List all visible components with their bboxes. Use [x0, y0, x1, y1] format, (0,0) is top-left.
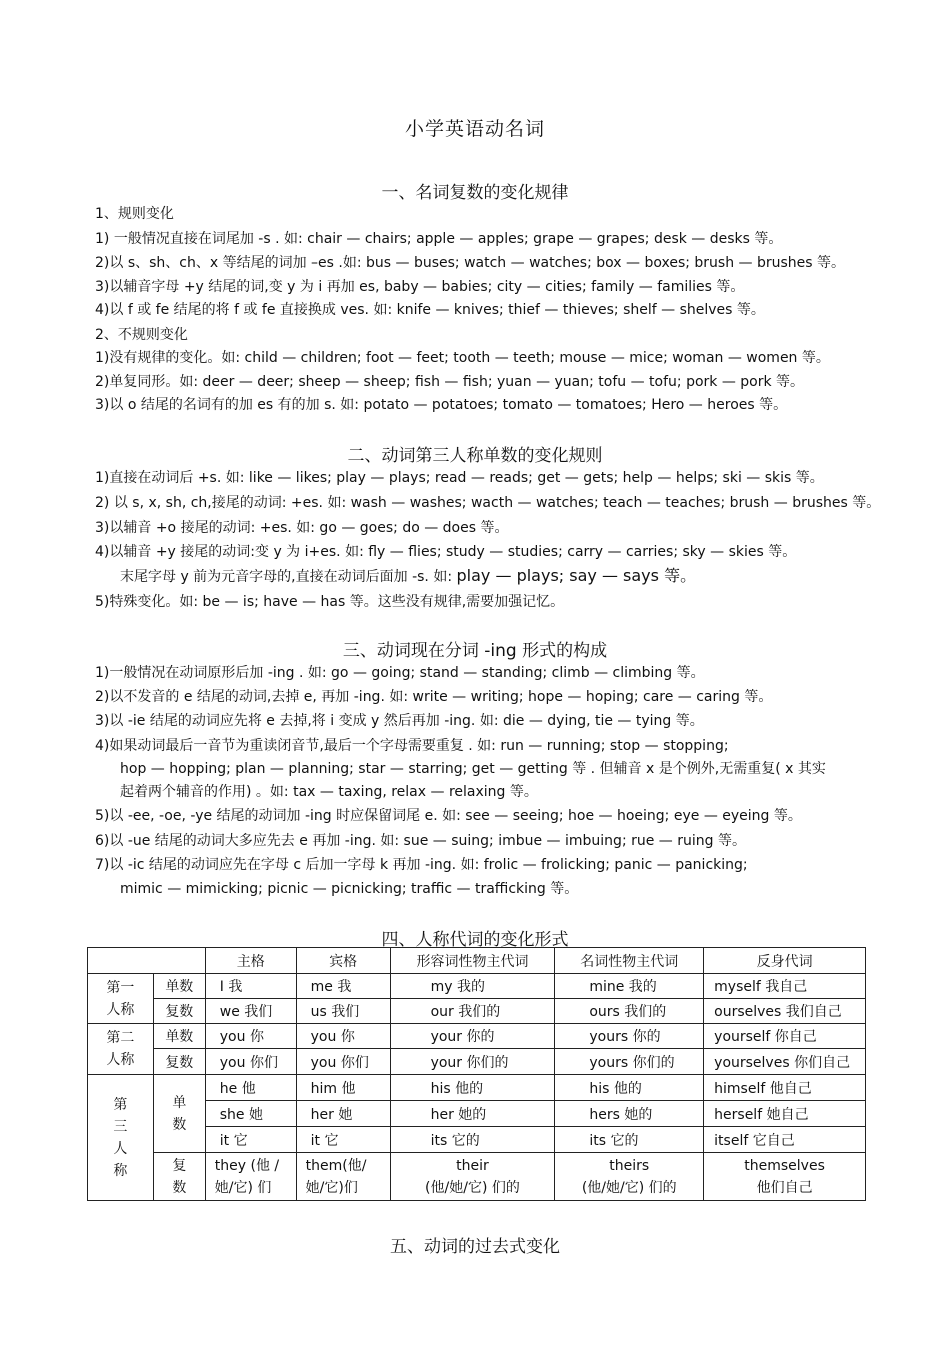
text-line: 7)以 -ic 结尾的动词应先在字母 c 后加一字母 k 再加 -ing. 如: frolic — frolicking; panic — panicking; [95, 857, 748, 873]
table-cell: we 我们 [205, 999, 296, 1024]
text-line: 6)以 -ue 结尾的动词大多应先去 e 再加 -ing. 如: sue — suing; imbue — imbuing; rue — ruing 等。 [95, 833, 746, 849]
table-cell: myself 我自己 [704, 974, 866, 999]
table-cell: her 她 [296, 1101, 390, 1127]
page-title: 小学英语动名词 [404, 118, 545, 140]
text-line: 1)没有规律的变化。如: child — children; foot — feet; tooth — teeth; mouse — mice; woman — women 等。 [95, 350, 830, 366]
text-line: 2、不规则变化 [95, 327, 188, 343]
text-line: 4)以 f 或 fe 结尾的将 f 或 fe 直接换成 ves. 如: knife — knives; thief — thieves; shelf — shelves 等。 [95, 302, 765, 318]
text-line: 3)以 -ie 结尾的动词应先将 e 去掉,将 i 变成 y 然后再加 -ing. 如: die — dying, tie — tying 等。 [95, 713, 704, 729]
text-line: 1)一般情况在动词原形后加 -ing . 如: go — going; stand — standing; climb — climbing 等。 [95, 665, 705, 681]
text-line: mimic — mimicking; picnic — picnicking; traffic — trafficking 等。 [120, 881, 579, 897]
text-line: 4)如果动词最后一音节为重读闭音节,最后一个字母需要重复 . 如: run — running; stop — stopping; [95, 738, 729, 754]
table-cell: yourselves 你们自己 [704, 1049, 866, 1075]
text-line: 2)以不发音的 e 结尾的动词,去掉 e, 再加 -ing. 如: write — writing; hope — hoping; care — caring 等。 [95, 689, 773, 705]
table-row [88, 999, 866, 1024]
table-row [88, 974, 866, 999]
first-person-label: 第一 人称 [88, 974, 154, 1024]
singular-label: 单 数 [153, 1075, 205, 1153]
table-cell: it 它 [296, 1127, 390, 1153]
table-cell: you 你们 [205, 1049, 296, 1075]
text-line: 2)以 s、sh、ch、x 等结尾的词加 –es .如: bus — buses; watch — watches; box — boxes; brush — brushes 等。 [95, 255, 846, 271]
table-row [88, 1075, 866, 1101]
plural-label: 复 数 [153, 1153, 205, 1201]
table-cell: his 他的 [390, 1075, 555, 1101]
text-line: 5)以 -ee, -oe, -ye 结尾的动词加 -ing 时应保留词尾 e. 如: see — seeing; hoe — hoeing; eye — eyeing 等。 [95, 808, 802, 824]
text-line: 1)直接在动词后 +s. 如: like — likes; play — plays; read — reads; get — gets; help — helps; ski — skis 等。 [95, 470, 824, 486]
table-cell: your 你的 [390, 1024, 555, 1049]
pronoun-table [87, 947, 866, 1201]
table-cell: they (他 / 她/它) 们 [205, 1153, 296, 1201]
table-cell: herself 她自己 [704, 1101, 866, 1127]
text-line: 5)特殊变化。如: be — is; have — has 等。这些没有规律,需要加强记忆。 [95, 594, 565, 610]
table-cell: he 他 [205, 1075, 296, 1101]
text-line: 3)以辅音 +o 接尾的动词: +es. 如: go — goes; do — does 等。 [95, 520, 509, 536]
header-cell: 主格 [205, 948, 296, 974]
table-cell: her 她的 [390, 1101, 555, 1127]
table-cell: I 我 [205, 974, 296, 999]
table-cell: ourselves 我们自己 [704, 999, 866, 1024]
table-cell: their (他/她/它) 们的 [390, 1153, 555, 1201]
table-cell: yourself 你自己 [704, 1024, 866, 1049]
table-row [88, 1024, 866, 1049]
table-cell: them(他/ 她/它)们 [296, 1153, 390, 1201]
text-line [120, 566, 900, 587]
singular-label: 单数 [153, 1024, 205, 1049]
plural-label: 复数 [153, 1049, 205, 1075]
table-cell: himself 他自己 [704, 1075, 866, 1101]
table-cell: your 你们的 [390, 1049, 555, 1075]
table-cell: his 他的 [555, 1075, 704, 1101]
table-cell: hers 她的 [555, 1101, 704, 1127]
table-row [88, 1153, 866, 1201]
header-blank [88, 948, 206, 974]
table-cell: its 它的 [555, 1127, 704, 1153]
section-2-title: 二、动词第三人称单数的变化规则 [347, 446, 603, 466]
header-cell: 名词性物主代词 [555, 948, 704, 974]
text-line: 3)以辅音字母 +y 结尾的词,变 y 为 i 再加 es, baby — babies; city — cities; family — families 等。 [95, 279, 745, 295]
section-3-title: 三、动词现在分词 -ing 形式的构成 [342, 641, 608, 661]
table-cell: she 她 [205, 1101, 296, 1127]
table-cell: you 你 [296, 1024, 390, 1049]
header-cell: 反身代词 [704, 948, 866, 974]
table-cell: theirs (他/她/它) 们的 [555, 1153, 704, 1201]
table-cell: you 你 [205, 1024, 296, 1049]
text-line: 2) 以 s, x, sh, ch,接尾的动词: +es. 如: wash — washes; wacth — watches; teach — teaches; brush — brushes 等。 [95, 495, 881, 511]
table-cell: yours 你们的 [555, 1049, 704, 1075]
section-5-title: 五、动词的过去式变化 [390, 1237, 560, 1257]
section-1-title: 一、名词复数的变化规律 [381, 183, 569, 203]
table-cell: themselves 他们自己 [704, 1153, 866, 1201]
text-line: 起着两个辅音的作用) 。如: tax — taxing, relax — relaxing 等。 [120, 784, 538, 800]
text-line: hop — hopping; plan — planning; star — starring; get — getting 等 . 但辅音 x 是个例外,无需重复( x 其实 [120, 761, 826, 777]
singular-label: 单数 [153, 974, 205, 999]
table-cell: itself 它自己 [704, 1127, 866, 1153]
text-line: 1、规则变化 [95, 206, 174, 222]
second-person-label: 第二 人称 [88, 1024, 154, 1075]
text-line: 3)以 o 结尾的名词有的加 es 有的加 s. 如: potato — potatoes; tomato — tomatoes; Hero — heroes 等。 [95, 397, 788, 413]
table-row [88, 1049, 866, 1075]
text-line: 2)单复同形。如: deer — deer; sheep — sheep; fish — fish; yuan — yuan; tofu — tofu; pork — pork 等。 [95, 374, 805, 390]
header-cell: 形容词性物主代词 [390, 948, 555, 974]
header-cell: 宾格 [296, 948, 390, 974]
note-prefix: 末尾字母 y 前为元音字母的,直接在动词后面加 -s. 如: [120, 569, 453, 585]
table-cell: yours 你的 [555, 1024, 704, 1049]
plural-label: 复数 [153, 999, 205, 1024]
table-header-row [88, 948, 866, 974]
table-cell: my 我的 [390, 974, 555, 999]
note-example: play — plays; say — says 等。 [456, 566, 697, 585]
table-cell: its 它的 [390, 1127, 555, 1153]
table-cell: you 你们 [296, 1049, 390, 1075]
table-cell: mine 我的 [555, 974, 704, 999]
table-cell: it 它 [205, 1127, 296, 1153]
table-cell: our 我们的 [390, 999, 555, 1024]
third-person-label: 第 三 人 称 [88, 1075, 154, 1201]
section-4-title: 四、人称代词的变化形式 [381, 930, 569, 950]
text-line: 4)以辅音 +y 接尾的动词:变 y 为 i+es. 如: fly — flies; study — studies; carry — carries; sky — skies 等。 [95, 544, 797, 560]
text-line: 1) 一般情况直接在词尾加 -s . 如: chair — chairs; apple — apples; grape — grapes; desk — desks 等。 [95, 231, 783, 247]
table-cell: me 我 [296, 974, 390, 999]
table-cell: him 他 [296, 1075, 390, 1101]
table-cell: us 我们 [296, 999, 390, 1024]
table-cell: ours 我们的 [555, 999, 704, 1024]
